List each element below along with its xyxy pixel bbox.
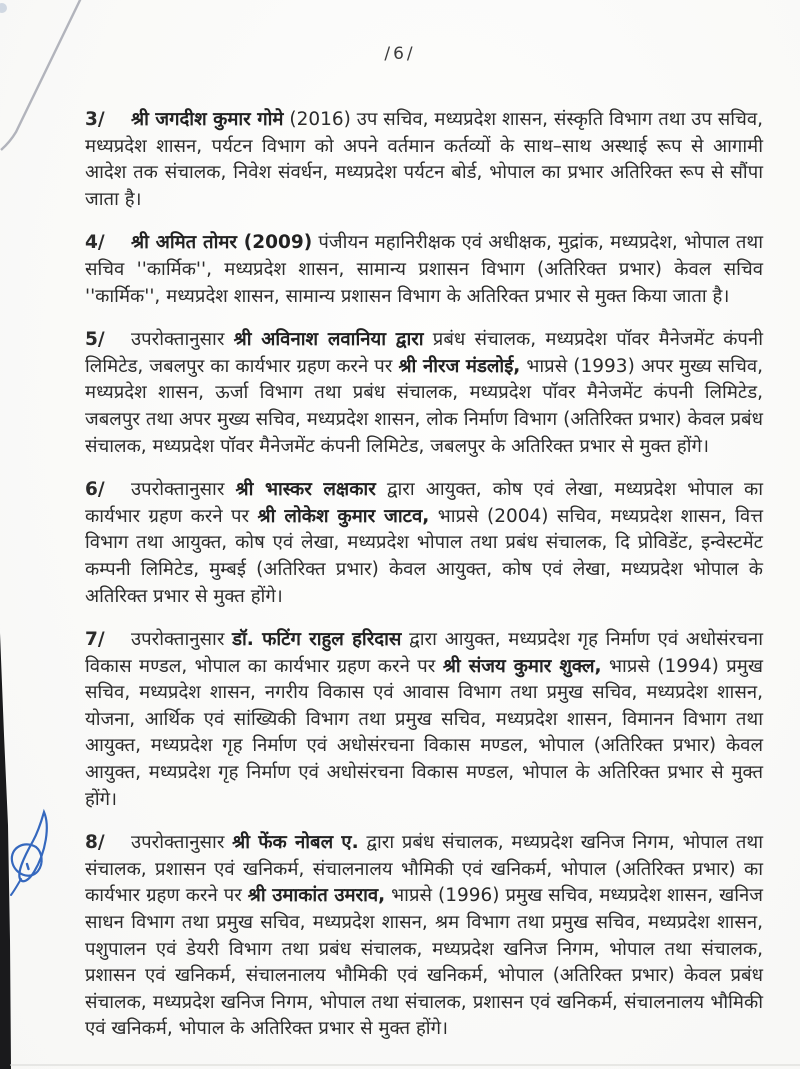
- order-paragraph-6: [85, 477, 763, 610]
- officer-name: श्री भास्कर लक्षकार: [235, 479, 376, 501]
- order-paragraph-8: [85, 830, 763, 1043]
- order-paragraph-3: [85, 107, 763, 213]
- officer-name: डॉ. फटिंग राहुल हरिदास: [232, 629, 402, 651]
- pen-scribble: [11, 812, 47, 895]
- paragraph-text: पंजीयन महानिरीक्षक एवं अधीक्षक, मुद्रांक, मध्यप्रदेश, भोपाल तथा सचिव ''कार्मिक'', मध्यप्रदेश शासन, सामान्य प्रशासन विभाग (अतिरिक्त प्रभार) केवल सचिव ''कार्मिक'', मध्यप्रदेश शासन, सामान्य प्रशासन विभाग के अतिरिक्त प्रभार से मुक्त किया जाता है।: [85, 232, 763, 307]
- pen-scribble-leaf-stroke: [19, 812, 46, 881]
- paragraph-intro: उपरोक्तानुसार: [131, 629, 233, 651]
- paragraph-text: भाप्रसे (2004) सचिव, मध्यप्रदेश शासन, वित्त विभाग तथा आयुक्त, कोष एवं लेखा, मध्यप्रदेश भोपाल तथा प्रबंध संचालक, दि प्रोविडेंट, इन्वेस्टमेंट कम्पनी लिमिटेड, मुम्बई (अतिरिक्त प्रभार) केवल आयुक्त, कोष एवं लेखा, मध्यप्रदेश भोपाल के अतिरिक्त प्रभार से मुक्त होंगे।: [85, 505, 763, 607]
- crease-line: [1, 0, 82, 150]
- paragraph-number: 6/: [85, 479, 105, 501]
- officer-name: श्री फेंक नोबल ए.: [232, 832, 359, 854]
- paragraph-text: प्रबंध संचालक, मध्यप्रदेश पॉवर मैनेजमेंट कंपनी लिमिटेड, जबलपुर का कार्यभार ग्रहण करने पर: [85, 329, 763, 377]
- paragraph-text: भाप्रसे (1993) अपर मुख्य सचिव, मध्यप्रदेश शासन, ऊर्जा विभाग तथा प्रबंध संचालक, मध्यप्रदेश पॉवर मैनेजमेंट कंपनी लिमिटेड, जबलपुर तथा अपर मुख्य सचिव, मध्यप्रदेश शासन, लोक निर्माण विभाग (अतिरिक्त प्रभार) केवल प्रबंध संचालक, मध्यप्रदेश पॉवर मैनेजमेंट कंपनी लिमिटेड, जबलपुर के अतिरिक्त प्रभार से मुक्त होंगे।: [85, 355, 763, 457]
- paragraph-text: (2016) उप सचिव, मध्यप्रदेश शासन, संस्कृति विभाग तथा उप सचिव, मध्यप्रदेश शासन, पर्यटन विभाग को अपने वर्तमान कर्तव्यों के साथ–साथ अस्थाई रूप से आगामी आदेश तक संचालक, निवेश संवर्धन, मध्यप्रदेश पर्यटन बोर्ड, भोपाल का प्रभार अतिरिक्त रूप से सौंपा जाता है।: [85, 109, 763, 210]
- paragraph-text: द्वारा आयुक्त, मध्यप्रदेश गृह निर्माण एवं अधोसंरचना विकास मण्डल, भोपाल का कार्यभार ग्रहण करने पर: [85, 629, 763, 677]
- pen-scribble-dot: [27, 864, 29, 869]
- document-body: [85, 107, 763, 1060]
- bottom-edge-shadow: [10, 1064, 800, 1066]
- officer-name: श्री अविनाश लवानिया द्वारा: [233, 329, 424, 351]
- paragraph-text: द्वारा आयुक्त, कोष एवं लेखा, मध्यप्रदेश भोपाल का कार्यभार ग्रहण करने पर: [85, 479, 763, 527]
- officer-name: श्री नीरज मंडलोई,: [398, 355, 521, 377]
- paragraph-text: द्वारा प्रबंध संचालक, मध्यप्रदेश खनिज निगम, भोपाल तथा संचालक, प्रशासन एवं खनिकर्म, संचालनालय भौमिकी एवं खनिकर्म, भोपाल (अतिरिक्त प्रभार) का कार्यभार ग्रहण करने पर: [85, 832, 763, 907]
- page-number: /6/: [384, 44, 416, 64]
- officer-name: श्री अमित तोमर (2009): [131, 232, 313, 254]
- paragraph-number: 7/: [85, 629, 105, 651]
- corner-smudge-mark: [0, 3, 7, 13]
- paragraph-number: 3/: [85, 109, 105, 130]
- officer-name: श्री जगदीश कुमार गोमे: [131, 109, 284, 130]
- paragraph-number: 4/: [85, 232, 105, 254]
- paragraph-intro: उपरोक्तानुसार: [131, 832, 233, 854]
- officer-name: श्री लोकेश कुमार जाटव,: [257, 505, 430, 527]
- paragraph-intro: उपरोक्तानुसार: [131, 329, 234, 351]
- order-paragraph-7: [85, 627, 763, 813]
- officer-name: श्री उमाकांत उमराव,: [247, 885, 386, 907]
- paragraph-text: भाप्रसे (1996) प्रमुख सचिव, मध्यप्रदेश शासन, खनिज साधन विभाग तथा प्रमुख सचिव, मध्यप्रदेश शासन, श्रम विभाग तथा प्रमुख सचिव, मध्यप्रदेश शासन, पशुपालन एवं डेयरी विभाग तथा प्रबंध संचालक, मध्यप्रदेश खनिज निगम, भोपाल तथा संचालक, प्रशासन एवं खनिकर्म, संचालनालय भौमिकी एवं खनिकर्म, भोपाल (अतिरिक्त प्रभार) केवल प्रबंध संचालक, मध्यप्रदेश खनिज निगम, भोपाल तथा संचालक, प्रशासन एवं खनिकर्म, संचालनालय भौमिकी एवं खनिकर्म, भोपाल के अतिरिक्त प्रभार से मुक्त होंगे।: [85, 885, 763, 1040]
- scan-edge-shadow: [0, 633, 11, 1069]
- officer-name: श्री संजय कुमार शुक्ल,: [442, 655, 602, 677]
- order-paragraph-5: [85, 327, 763, 460]
- paragraph-text: भाप्रसे (1994) प्रमुख सचिव, मध्यप्रदेश शासन, नगरीय विकास एवं आवास विभाग तथा प्रमुख सचिव, मध्यप्रदेश शासन, योजना, आर्थिक एवं सांख्यिकी विभाग तथा प्रमुख सचिव, मध्यप्रदेश शासन, विमानन विभाग तथा आयुक्त, मध्यप्रदेश गृह निर्माण एवं अधोसंरचना विकास मण्डल, भोपाल (अतिरिक्त प्रभार) केवल आयुक्त, मध्यप्रदेश गृह निर्माण एवं अधोसंरचना विकास मण्डल, भोपाल के अतिरिक्त प्रभार से मुक्त होंगे।: [85, 655, 763, 810]
- paragraph-number: 5/: [85, 329, 105, 351]
- pen-scribble-loop-stroke: [12, 844, 42, 875]
- paragraph-intro: उपरोक्तानुसार: [131, 479, 236, 501]
- pen-scribble-tail-stroke: [11, 879, 21, 895]
- order-paragraph-4: [85, 230, 763, 310]
- paragraph-number: 8/: [85, 832, 105, 854]
